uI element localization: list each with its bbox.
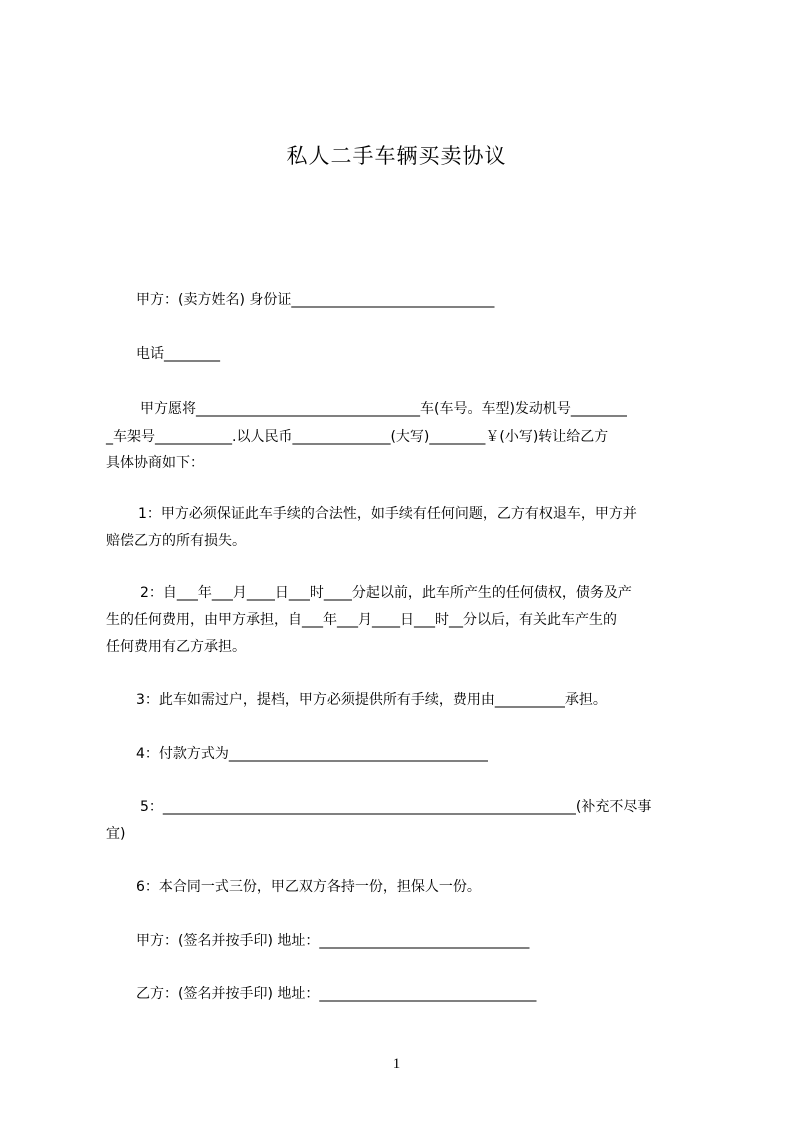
intro-line-2: _车架号___________.以人民币______________(大写)________￥(小写)转让给乙方 [106, 429, 609, 445]
clause-5-line-2: 宜) [106, 826, 126, 842]
document-title: 私人二手车辆买卖协议 [286, 144, 507, 168]
clause-2-line-1: 2：自___年___月____日___时____分起以前，此车所产生的任何债权，债务及产 [140, 585, 632, 601]
phone-line: 电话________ [136, 346, 220, 362]
seller-line: 甲方：(卖方姓名) 身份证_____________________________ [136, 292, 495, 308]
clause-2-line-3: 任何费用有乙方承担。 [106, 639, 246, 655]
intro-line-3: 具体协商如下： [106, 455, 204, 471]
clause-4-line: 4：付款方式为_____________________________________ [136, 746, 488, 762]
party-a-signature-line: 甲方：(签名并按手印) 地址：______________________________ [136, 933, 530, 949]
intro-line-1: 甲方愿将________________________________车(车号。车型)发动机号________ [140, 401, 627, 417]
page-number: 1 [392, 1056, 401, 1072]
clause-1-line-2: 赔偿乙方的所有损失。 [106, 533, 246, 549]
clause-5-line-1: 5：___________________________________________________________(补充不尽事 [140, 799, 652, 815]
clause-6-line: 6：本合同一式三份，甲乙双方各持一份，担保人一份。 [136, 879, 481, 895]
clause-2-line-2: 生的任何费用，由甲方承担，自___年___月____日___时__分以后，有关此车产生的 [106, 612, 617, 628]
clause-1-line-1: 1：甲方必须保证此车手续的合法性，如手续有任何问题，乙方有权退车，甲方并 [138, 506, 637, 522]
clause-3-line: 3：此车如需过户，提档，甲方必须提供所有手续，费用由__________承担。 [136, 692, 607, 708]
party-b-signature-line: 乙方：(签名并按手印) 地址：_______________________________ [136, 986, 537, 1002]
